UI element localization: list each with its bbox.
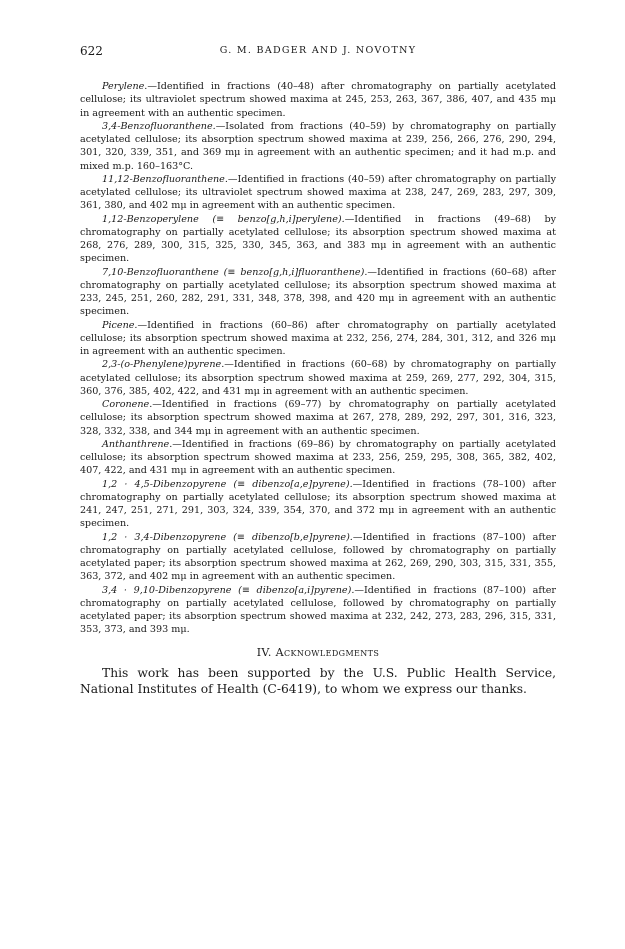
compound-entry: 1,2 · 4,5-Dibenzopyrene (≡ dibenzo[a,e]pyrene).—Identified in fractions (78–100) after chromatography on partially acetylated cellulose; its absorption spectrum showed maxima at 241, 247, 251, 271, 291, 303, 324, 339, 354, 370, and 372 mμ in agreement with an authentic specimen. [80,478,556,530]
compound-name: 1,2 · 3,4-Dibenzopyrene (≡ dibenzo[b,e]pyrene). [102,531,353,543]
compound-description: Identified in fractions (87–100) after chromatography on partially acetylated cellulose, followed by chromatography on partially acetylated paper; its absorption spectrum showed maxima at 232, 242, 273, 283, 296, 315, 331, 353, 373, and 393 mμ. [80,584,556,636]
compound-description: Identified in fractions (69–86) by chromatography on partially acetylated cellulose; its absorption spectrum showed maxima at 233, 256, 259, 295, 308, 365, 382, 402, 407, 422, and 431 mμ in agreement with an authentic specimen. [80,438,556,477]
compound-description: Identified in fractions (40–48) after chromatography on partially acetylated cellulose; its ultraviolet spectrum showed maxima at 245, 253, 263, 367, 386, 407, and 435 mμ in agreement with an authentic specimen. [80,81,556,119]
section-title: Acknowledgments [275,645,380,659]
compound-entry: 1,12-Benzoperylene (≡ benzo[g,h,i]perylene).—Identified in fractions (49–68) by chromatography on partially acetylated cellulose; its absorption spectrum showed maxima at 268, 276, 289, 300, 315, 325, 330, 345, 363, and 383 mμ in agreement with an authentic specimen. [80,213,557,265]
compound-description: Identified in fractions (60–86) after chromatography on partially acetylated cellulose; its absorption spectrum showed maxima at 232, 256, 274, 284, 301, 312, and 326 mμ in agreement with an authentic specimen. [80,319,556,357]
compound-description: Identified in fractions (69–77) by chromatography on partially acetylated cellulose; its absorption spectrum showed maxima at 267, 278, 289, 292, 297, 301, 316, 323, 328, 332, 338, and 344 mμ in agreement with an authentic specimen. [80,399,556,437]
compound-name: 3,4-Benzofluoranthene. [102,120,216,132]
compound-description: Identified in fractions (60–68) after chromatography on partially acetylated cellulose; its absorption spectrum showed maxima at 233, 245, 251, 260, 282, 291, 331, 348, 378, 398, and 420 mμ in agreement with an authentic specimen. [80,266,556,318]
compound-entry: 7,10-Benzofluoranthene (≡ benzo[g,h,i]fluoranthene).—Identified in fractions (60–68) after chromatography on partially acetylated cellulose; its absorption spectrum showed maxima at 233, 245, 251, 260, 282, 291, 331, 348, 378, 398, and 420 mμ in agreement with an authentic specimen. [80,266,556,318]
compound-name: Picene. [102,319,138,331]
compound-entry: 1,2 · 3,4-Dibenzopyrene (≡ dibenzo[b,e]pyrene).—Identified in fractions (87–100) after chromatography on partially acetylated cellulose, followed by chromatography on partially acetylated paper; its absorption spectrum showed maxima at 262, 269, 290, 303, 315, 331, 355, 363, 372, and 402 mμ in agreement with an authentic specimen. [80,531,556,583]
compound-name: 11,12-Benzofluoranthene. [102,173,228,185]
page-body [80,80,556,697]
page-header [80,44,556,60]
compound-name: 1,12-Benzoperylene (≡ benzo[g,h,i]perylene). [102,213,345,225]
compound-description: Identified in fractions (60–68) by chromatography on partially acetylated cellulose; its absorption spectrum showed maxima at 259, 269, 277, 292, 304, 315, 360, 376, 385, 402, 422, and 431 mμ in agreement with an authentic specimen. [80,359,556,397]
compound-name: 1,2 · 4,5-Dibenzopyrene (≡ dibenzo[a,e]pyrene). [102,478,353,490]
compound-name: 7,10-Benzofluoranthene (≡ benzo[g,h,i]fluoranthene). [102,266,368,278]
section-heading [80,646,556,659]
compound-name: Anthanthrene. [102,438,173,450]
compound-description: Identified in fractions (49–68) by chromatography on partially acetylated cellulose; its absorption spectrum showed maxima at 268, 276, 289, 300, 315, 325, 330, 345, 363, and 383 mμ in agreement with an authentic specimen. [80,213,557,265]
compound-name: 2,3-(o-Phenylene)pyrene. [102,359,225,371]
compound-name: Perylene. [102,81,148,92]
compound-description: Identified in fractions (78–100) after chromatography on partially acetylated cellulose; its absorption spectrum showed maxima at 241, 247, 251, 271, 291, 303, 324, 339, 354, 370, and 372 mμ in agreement with an authentic specimen. [80,478,556,530]
section-numeral: IV. [256,645,272,659]
compound-entry: Anthanthrene.—Identified in fractions (69–86) by chromatography on partially acetylated cellulose; its absorption spectrum showed maxima at 233, 256, 259, 295, 308, 365, 382, 402, 407, 422, and 431 mμ in agreement with an authentic specimen. [80,438,556,477]
compound-description: Identified in fractions (87–100) after chromatography on partially acetylated cellulose, followed by chromatography on partially acetylated paper; its absorption spectrum showed maxima at 262, 269, 290, 303, 315, 331, 355, 363, 372, and 402 mμ in agreement with an authentic specimen. [80,531,556,583]
compound-description: Identified in fractions (40–59) after chromatography on partially acetylated cellulose; its ultraviolet spectrum showed maxima at 238, 247, 269, 283, 297, 309, 361, 380, and 402 mμ in agreement with an authentic specimen. [80,173,556,212]
running-head: G. M. BADGER AND J. NOVOTNY [219,45,417,56]
compound-name: Coronene. [102,399,153,410]
compound-entry: 3,4-Benzofluoranthene.—Isolated from fractions (40–59) by chromatography on partially acetylated cellulose; its absorption spectrum showed maxima at 239, 256, 266, 276, 290, 294, 301, 320, 339, 351, and 369 mμ in agreement with an authentic specimen; and it had m.p. and mixed m.p. 160–163°C. [80,120,556,172]
compound-description: Isolated from fractions (40–59) by chromatography on partially acetylated cellulose; its absorption spectrum showed maxima at 239, 256, 266, 276, 290, 294, 301, 320, 339, 351, and 369 mμ in agreement with an authentic specimen; and it had m.p. and mixed m.p. 160–163°C. [80,120,556,172]
compound-name: 3,4 · 9,10-Dibenzopyrene (≡ dibenzo[a,i]pyrene). [102,584,355,596]
compound-entry: 2,3-(o-Phenylene)pyrene.—Identified in fractions (60–68) by chromatography on partially acetylated cellulose; its absorption spectrum showed maxima at 259, 269, 277, 292, 304, 315, 360, 376, 385, 402, 422, and 431 mμ in agreement with an authentic specimen. [80,359,556,397]
compound-entry: Picene.—Identified in fractions (60–86) after chromatography on partially acetylated cellulose; its absorption spectrum showed maxima at 232, 256, 274, 284, 301, 312, and 326 mμ in agreement with an authentic specimen. [80,319,556,357]
acknowledgment-paragraph: This work has been supported by the U.S. Public Health Service, National Institutes of Health (C-6419), to whom we express our thanks. [80,665,556,696]
compound-entry: 11,12-Benzofluoranthene.—Identified in fractions (40–59) after chromatography on partially acetylated cellulose; its ultraviolet spectrum showed maxima at 238, 247, 269, 283, 297, 309, 361, 380, and 402 mμ in agreement with an authentic specimen. [80,173,556,212]
page-number: 622 [80,44,103,58]
compound-entry: Coronene.—Identified in fractions (69–77) by chromatography on partially acetylated cellulose; its absorption spectrum showed maxima at 267, 278, 289, 292, 297, 301, 316, 323, 328, 332, 338, and 344 mμ in agreement with an authentic specimen. [80,399,556,437]
compound-entry: Perylene.—Identified in fractions (40–48) after chromatography on partially acetylated cellulose; its ultraviolet spectrum showed maxima at 245, 253, 263, 367, 386, 407, and 435 mμ in agreement with an authentic specimen. [80,81,556,119]
compound-entry: 3,4 · 9,10-Dibenzopyrene (≡ dibenzo[a,i]pyrene).—Identified in fractions (87–100) after chromatography on partially acetylated cellulose, followed by chromatography on partially acetylated paper; its absorption spectrum showed maxima at 232, 242, 273, 283, 296, 315, 331, 353, 373, and 393 mμ. [80,584,556,636]
